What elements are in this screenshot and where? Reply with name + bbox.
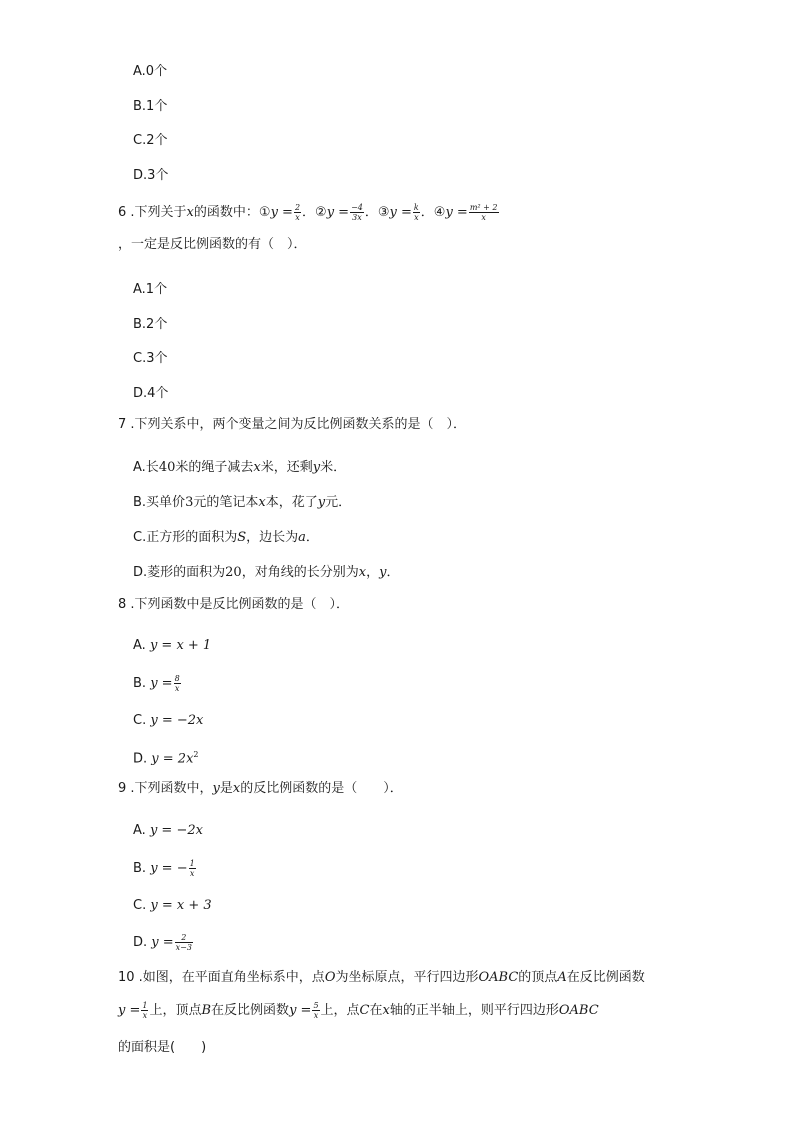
fraction-numerator: m² + 2 [469,203,498,212]
expression-lhs: y = [118,1003,141,1018]
text: 在反比例函数 [566,970,645,985]
question-9-stem [118,780,403,798]
expression: y = x + 3 [150,898,212,913]
text: ． [305,530,319,545]
fraction-numerator: 1 [189,859,195,868]
question-10-line-2 [118,1001,599,1020]
variable: y [379,565,387,580]
q6-item-4-fraction [469,203,499,222]
fraction-denominator: x [174,684,180,693]
question-10-line-1 [118,969,645,987]
q6-item-1-lhs: y = [270,205,293,220]
q6-item-3-lhs: y = [389,205,412,220]
option-a: A.0个 [133,64,168,79]
q7-option-b [133,494,351,512]
expression: y = −2x [150,713,204,728]
question-6-stem [118,203,500,222]
option-label: D. [133,935,148,950]
q9-option-c [133,897,212,915]
option-label: A. [133,638,146,653]
text: 米的绳子减去 [175,460,254,475]
fraction [189,859,196,878]
number: 20 [225,565,242,580]
fraction-numerator: 2 [175,933,193,943]
point-label: A [557,970,567,985]
q6-item-3-sep: ． [420,205,434,220]
q8-option-b [133,674,182,693]
expression-lhs: y = [289,1003,312,1018]
q9-option-d [133,933,194,952]
text: 元的笔记本 [193,495,259,510]
fraction-denominator: x [142,1011,148,1020]
text: ，边长为 [246,530,299,545]
option-label: C. [133,898,147,913]
fraction [141,1001,148,1020]
q6-item-4 [434,205,500,220]
q6-item-3-fraction [413,203,420,222]
text: 为坐标原点，平行四边形 [335,970,479,985]
text: 10 .如图，在平面直角坐标系中，点 [118,970,325,985]
expression: y = 2x [151,751,194,767]
q6-item-4-lhs: y = [445,205,468,220]
option-b: B.1个 [133,99,168,114]
q8-option-c [133,712,203,730]
question-7-stem: 7 .下列关系中，两个变量之间为反比例函数关系的是（ ）． [118,417,467,432]
option-label: B. [133,676,147,691]
question-10-line-3: 的面积是( ) [118,1040,207,1055]
fraction-denominator: x [189,869,195,878]
text: 米，还剩 [260,460,313,475]
fraction-denominator: x [295,213,300,222]
q7-option-c [133,529,319,547]
option-d: D.3个 [133,168,169,183]
q6-item-4-mark: ④ [433,205,446,220]
variable: x [253,460,261,475]
q7-option-a [133,459,346,477]
text: 本，花了 [265,495,318,510]
text: 上，顶点 [149,1003,202,1018]
q6-option-d: D.4个 [133,386,169,401]
q6-item-1-mark: ① [258,205,271,220]
text: 是 [219,781,233,796]
q6-item-2 [315,205,378,220]
question-8-stem: 8 .下列函数中是反比例函数的是（ ）． [118,597,350,612]
point-label: B [201,1003,212,1018]
expression: y = −2x [149,823,203,838]
q8-option-a [133,637,211,655]
q6-item-2-lhs: y = [326,205,350,220]
text: A.长 [133,460,159,475]
number: 3 [185,495,194,510]
variable: y [312,460,321,475]
option-label: D. [133,751,148,767]
variable: a [298,530,306,545]
text: 米． [320,460,347,475]
q6-item-2-mark: ② [315,205,327,220]
variable: y [212,781,220,796]
fraction [174,674,181,693]
text: ． [386,565,400,580]
fraction-denominator: x [313,1011,319,1020]
expression-lhs: y = [150,676,173,691]
variable: S [237,530,247,545]
q6-option-b: B.2个 [133,317,168,332]
fraction-numerator: 1 [142,1001,148,1010]
text: C.正方形的面积为 [133,530,238,545]
fraction-numerator: 5 [313,1001,319,1010]
option-label: B. [133,861,147,876]
text: 在 [369,1003,383,1018]
q6-item-1 [259,205,315,220]
q6-var: x [186,205,194,220]
text: ，对角线的长分别为 [241,565,359,580]
point-label: O [324,970,336,985]
fraction-numerator: −4 [351,203,363,212]
q6-option-a: A.1个 [133,282,168,297]
option-c: C.2个 [133,133,168,148]
expression-lhs: y = − [150,861,188,876]
q6-item-2-fraction [350,203,364,222]
fraction [312,1001,319,1020]
fraction-denominator: x [414,213,419,222]
option-label: A. [133,823,146,838]
q6-item-1-fraction [294,203,301,222]
q6-mid: 的函数中： [193,205,259,220]
q7-option-d [133,564,399,582]
text: 轴的正半轴上，则平行四边形 [389,1003,559,1018]
q6-item-1-sep: ． [302,205,316,220]
q9-option-b [133,859,197,878]
fraction-denominator: x [481,213,486,222]
fraction-numerator: k [413,203,419,212]
q6-item-3-mark: ③ [377,205,390,220]
text: 的顶点 [518,970,558,985]
variable: x [382,1003,390,1018]
q8-option-d [133,746,199,768]
expression-lhs: y = [151,935,174,950]
point-label: C [359,1003,370,1018]
q6-option-c: C.3个 [133,351,168,366]
question-6-tail: ，一定是反比例函数的有（ ）． [118,237,307,252]
text: D.菱形的面积为 [133,565,226,580]
fraction-numerator: 8 [174,674,180,683]
variable: x [258,495,266,510]
number: 40 [158,460,176,475]
shape-label: OABC [558,1003,599,1018]
q6-item-3 [378,205,434,220]
fraction-denominator: 3x [352,213,362,222]
fraction-denominator: x−3 [175,943,192,952]
fraction [175,933,193,952]
q9-option-a [133,822,203,840]
shape-label: OABC [478,970,519,985]
expression: y = x + 1 [149,638,212,653]
text: 上，点 [320,1003,360,1018]
variable: x [232,781,241,796]
variable: y [317,495,326,510]
text: 元． [325,495,352,510]
text: 9 .下列函数中， [118,781,213,796]
q6-lead: 6 .下列关于 [118,205,187,220]
q6-item-2-sep: ． [364,205,378,220]
option-label: C. [133,713,147,728]
fraction-numerator: 2 [294,203,301,212]
text: ， [366,565,380,580]
text: 的反比例函数的是（ ）． [240,781,403,796]
exponent: 2 [193,750,199,759]
text: B.买单价 [133,495,186,510]
text: 在反比例函数 [211,1003,290,1018]
variable: x [358,565,367,580]
